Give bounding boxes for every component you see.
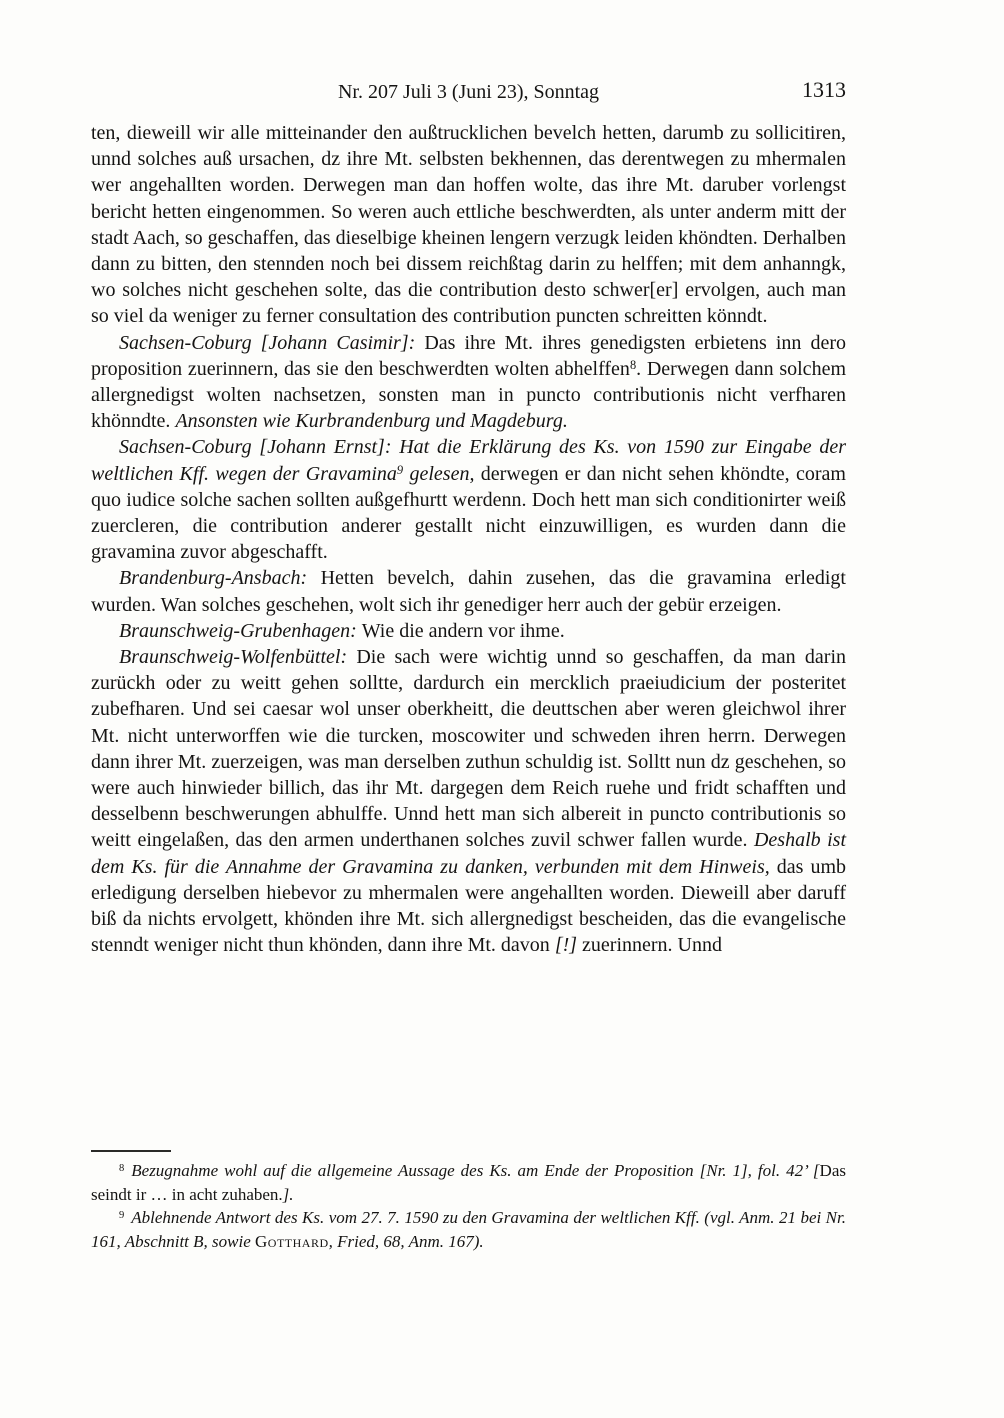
paragraph: [91, 330, 846, 435]
footnote-list: [91, 1159, 846, 1253]
text-segment: Das seindt ir … in acht zuhaben.: [91, 1161, 846, 1204]
page-number: 1313: [802, 77, 846, 102]
text-segment: Hetten bevelch, dahin zusehen, das die gravamina erledigt wurden. Wan solches geschehen, wolt sich ihr genediger herr auch der gebür erzeigen.: [91, 567, 846, 616]
text-segment: derwegen er dan nicht sehen khöndte, coram quo iudice solche sachen sollten außgefhurtt werdenn. Doch hett man sich conditionirter weiß zuercleren, die contribution anderer gestallt nicht einzuwilligen, es wurden dann die gravamina zuvor abgeschafft.: [91, 462, 846, 564]
paragraph: [91, 644, 846, 958]
text-segment: ten, dieweill wir alle mitteinander den außtrucklichen bevelch hetten, darumb zu sollicitiren, unnd solches auß ursachen, dz ihre Mt. selbsten bekhennen, das derentwegen zu mhermalen wer angehallten worden. Derwegen man dan hoffen wolte, das ihre Mt. daruber vorlengst bericht hetten eingenommen. So weren auch ettliche beschwerdten, als unter anderm mitt der stadt Aach, so geschaffen, das dieselbige kheinen lengern verzugk leiden khöndten. Derhalben dann zu bitten, den stennden noch bei dissem reichßtag darin zu helffen; mit dem anhanngk, wo solches nicht geschehen solte, das die contribution desto schwer[er] ervolgen, auch man so viel da weniger zu ferner consultation des contribution puncten schreitten könndt.: [91, 122, 846, 328]
footnote: [91, 1206, 846, 1253]
body-text: [91, 120, 846, 959]
text-segment: Ansonsten wie Kurbrandenburg und Magdeburg.: [175, 410, 568, 433]
text-segment: Sachsen-Coburg [Johann Casimir]:: [119, 331, 425, 354]
text-segment: Braunschweig-Wolfenbüttel:: [119, 646, 357, 669]
text-segment: Ablehnende Antwort des Ks. vom 27. 7. 1590 zu den Gravamina der weltlichen Kff. (vgl. Anm. 21 bei Nr. 161, Abschnitt B, sowie: [91, 1208, 846, 1251]
paragraph: [91, 618, 846, 644]
text-segment: . Derwegen dann solchem allergnedigst wolten nachsetzen, sonsten man in puncto contributionis nicht verfharen khönndte.: [91, 357, 846, 433]
running-title: Nr. 207 Juli 3 (Juni 23), Sonntag: [337, 81, 600, 103]
text-segment: Braunschweig-Grubenhagen:: [119, 619, 362, 642]
footnote-marker: 8: [119, 1163, 125, 1175]
text-segment: Das ihre Mt. ihres genedigsten erbietens inn dero proposition zuerinnern, das sie den beschwerdten wolten abhelffen: [91, 331, 846, 380]
text-segment: ].: [282, 1184, 294, 1204]
text-segment: 9: [396, 463, 404, 478]
paragraph: [91, 120, 846, 330]
text-segment: Wie die andern vor ihme.: [361, 619, 565, 642]
footnote-block: [91, 1150, 846, 1253]
text-segment: Bezugnahme wohl auf die allgemeine Aussage des Ks. am Ende der Proposition [Nr. 1], fol. 42’ [: [131, 1161, 820, 1180]
text-segment: [!]: [554, 934, 578, 957]
footnote-separator-rule: [91, 1150, 171, 1152]
text-segment: Die sach were wichtig unnd so geschaffen, da man darin zurückh oder zu weitt gehen solltte, dardurch ein mercklich praeiudicium der posteritet zubefharen. Und sei caesar wol unser oberkheitt, die deuttschen aber weren gleichwol ihrer Mt. nicht unterworffen wie die turcken, moscowiter und schweden ihren herrn. Derwegen dann ihrer Mt. zuerzeigen, was man derselben zuthun schuldig ist. Solltt nun dz geschehen, so were auch hinwieder billich, das ihr Mt. dargegen dem Reich ruehe und fridt schafften und desselbenn beschwerungen abhulffe. Unnd hett man sich albereit in puncto contributionis so weitt eingelaßen, das den armen underthanen solches zuvil schwer fallen wurde.: [91, 646, 846, 852]
text-segment: Gotthard: [255, 1231, 329, 1251]
text-segment: gelesen,: [403, 462, 481, 485]
page-content: [91, 77, 846, 959]
paragraph: [91, 565, 846, 617]
paragraph: [91, 434, 846, 565]
footnote-marker: 9: [119, 1210, 125, 1222]
text-segment: zuerinnern. Unnd: [577, 934, 722, 957]
footnote: [91, 1159, 846, 1206]
text-segment: Deshalb ist dem Ks. für die Annahme der Gravamina zu danken, verbunden mit dem Hinweis,: [91, 829, 846, 878]
text-segment: Sachsen-Coburg [Johann Ernst]: Hat die Erklärung des Ks. von 1590 zur Eingabe der weltlichen Kff. wegen der Gravamina: [91, 436, 846, 485]
text-segment: , Fried, 68, Anm. 167).: [328, 1231, 484, 1251]
running-head: [91, 77, 846, 106]
text-segment: das umb erledigung derselben hiebevor zu mhermalen were angehallten worden. Dieweill aber daruff biß da nichts ervolgett, khönden ihre Mt. sich allergnedigst bescheiden, das die evangelische stenndt weniger nicht thun khönden, dann ihre Mt. davon: [91, 855, 846, 957]
text-segment: 8: [629, 358, 637, 373]
text-segment: Brandenburg-Ansbach:: [119, 567, 321, 590]
